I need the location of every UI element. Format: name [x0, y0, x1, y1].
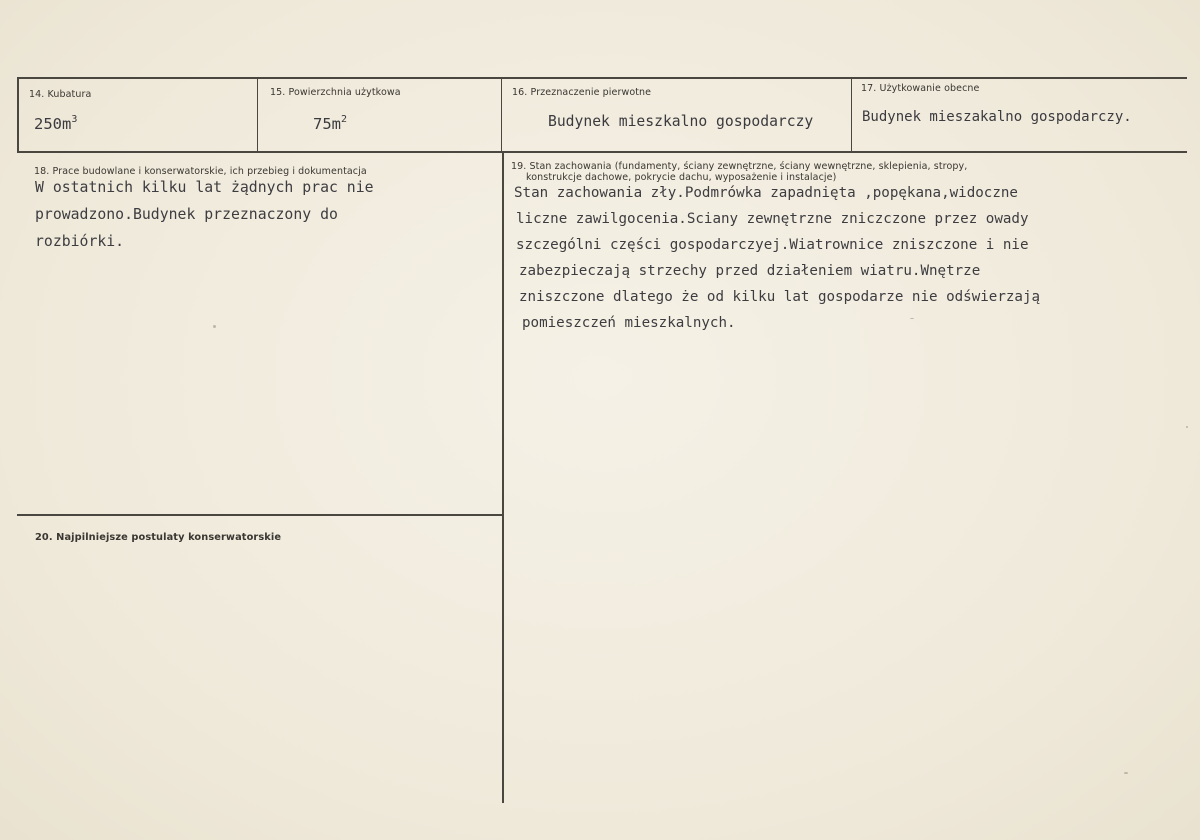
field-14-label: 14. Kubatura: [29, 89, 92, 100]
field-18-label: 18. Prace budowlane i konserwatorskie, ich przebieg i dokumentacja: [34, 166, 367, 177]
field-19-line: zabezpieczają strzechy przed działeniem wiatru.Wnętrze: [519, 263, 981, 279]
left-rule: [17, 77, 19, 153]
main-vertical-rule: [502, 151, 504, 803]
field-18-line: prowadzono.Budynek przeznaczony do: [35, 206, 338, 223]
divider-16-17: [851, 77, 852, 153]
divider-14-15: [257, 77, 258, 153]
paper-speck: [213, 325, 216, 328]
field-19-line: liczne zawilgocenia.Sciany zewnętrzne zniczczone przez owady: [516, 211, 1029, 227]
field-16-value: Budynek mieszkalno gospodarczy: [548, 113, 814, 130]
field-19-line: zniszczone dlatego że od kilku lat gospodarze nie odświerzają: [519, 289, 1041, 305]
field-19-label-line1: 19. Stan zachowania (fundamenty, ściany zewnętrzne, ściany wewnętrzne, sklepienia, stropy,: [511, 161, 968, 172]
field-17-value: Budynek mieszakalno gospodarczy.: [862, 109, 1132, 125]
paper-speck: [910, 318, 914, 319]
field-15-value: [313, 114, 347, 133]
field-16-label: 16. Przeznaczenie pierwotne: [512, 87, 652, 98]
field-15-value-base: 75m: [313, 115, 341, 133]
field-19-label-line2: konstrukcje dachowe, pokrycie dachu, wyposażenie i instalacje): [526, 172, 837, 183]
field-19-line: szczególni części gospodarczyej.Wiatrownice zniszczone i nie: [516, 237, 1029, 253]
header-bottom-rule: [17, 151, 1187, 153]
field-15-value-sup: 2: [341, 114, 348, 125]
field-15-label: 15. Powierzchnia użytkowa: [270, 87, 401, 98]
field-18-line: W ostatnich kilku lat żądnych prac nie: [35, 179, 374, 196]
field-14-value-base: 250m: [34, 115, 72, 133]
field-17-label: 17. Użytkowanie obecne: [861, 83, 980, 94]
field-20-label: 20. Najpilniejsze postulaty konserwatorskie: [35, 532, 282, 543]
field-14-value-sup: 3: [71, 114, 78, 125]
divider-15-16: [501, 77, 502, 153]
field-19-line: Stan zachowania zły.Podmrówka zapadnięta ,popękana,widoczne: [514, 185, 1018, 201]
top-rule: [17, 77, 1187, 79]
field-14-value: [34, 114, 77, 133]
paper-speck: [1124, 772, 1128, 774]
field-18-line: rozbiórki.: [35, 233, 125, 250]
field-19-line: pomieszczeń mieszkalnych.: [522, 315, 736, 331]
paper-speck: [1186, 426, 1188, 428]
rule-18-20: [17, 514, 503, 516]
